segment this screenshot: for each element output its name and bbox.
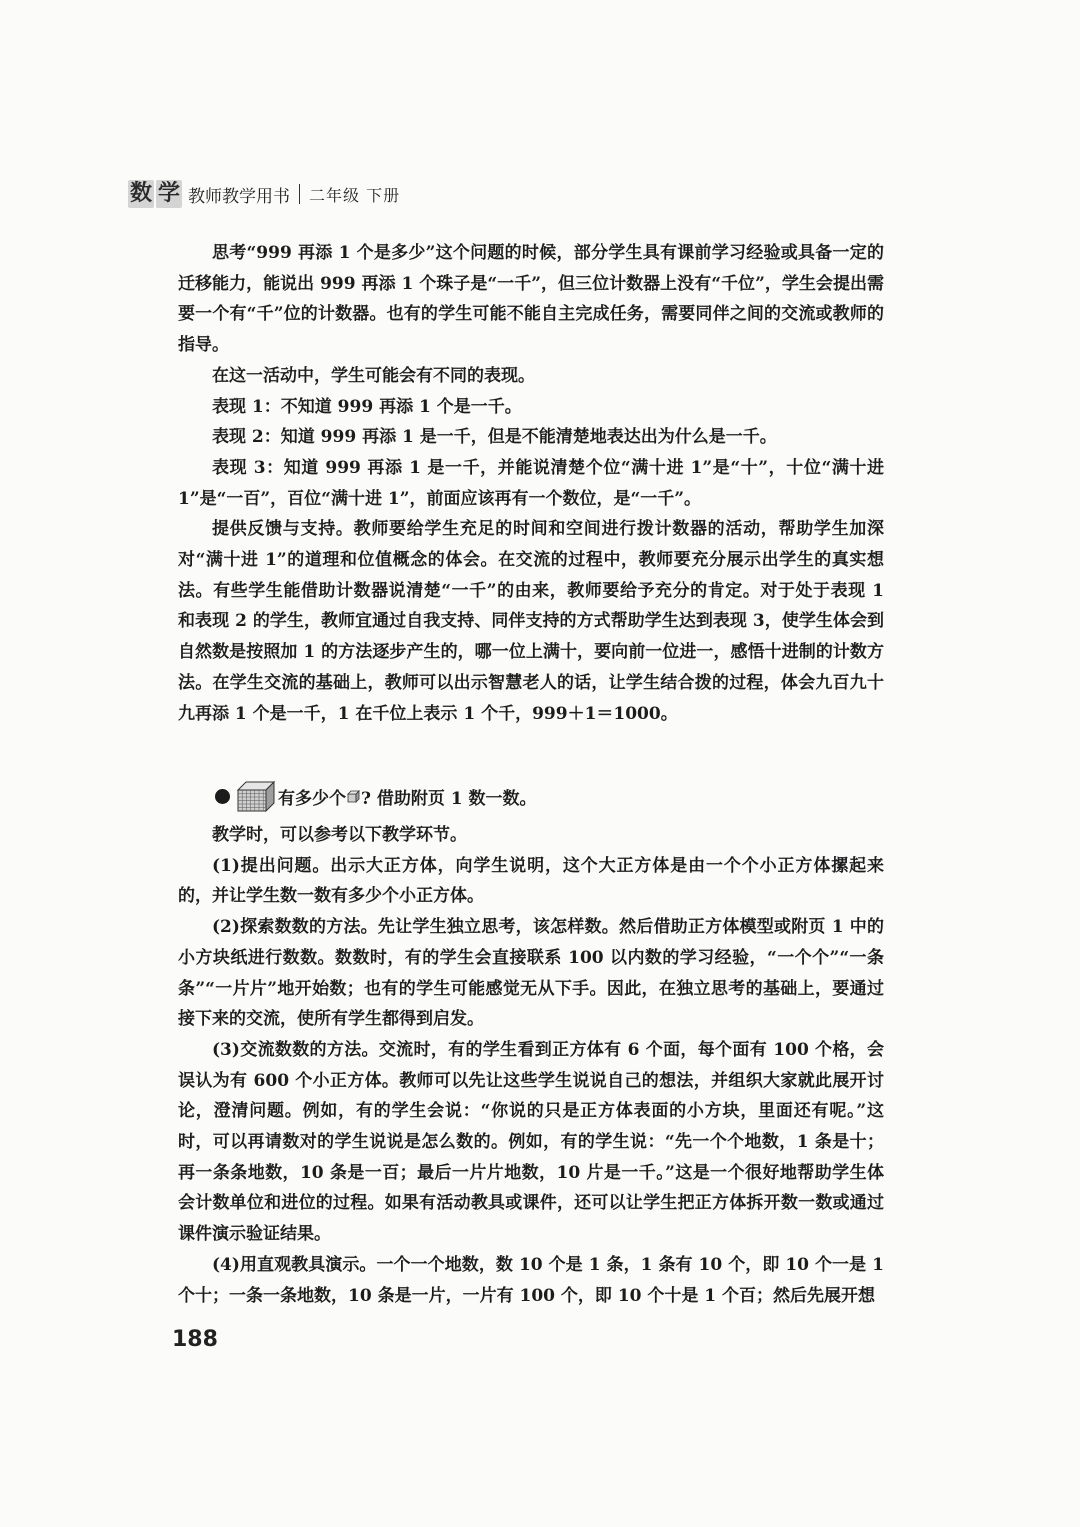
- paragraph: 思考“999 再添 1 个是多少”这个问题的时候，部分学生具有课前学习经验或具备一定的迁移能力，能说出 999 再添 1 个珠子是“一千”，但三位计数器上没有“千位”，学生会提出需要一个有“千”位的计数器。也有的学生可能不能自主完成任务，需要同伴之间的交流或教师的指导。: [178, 243, 884, 356]
- header-divider: [299, 184, 300, 204]
- paragraph: (1)提出问题。出示大正方体，向学生说明，这个大正方体是由一个个小正方体摞起来的，并让学生数一数有多少个小正方体。: [178, 855, 884, 907]
- paragraph: 教学时，可以参考以下教学环节。: [212, 825, 467, 845]
- subject-char: 数: [129, 181, 152, 206]
- section-title-suffix: ? 借助附页 1 数一数。: [361, 788, 537, 809]
- paragraph: 在这一活动中，学生可能会有不同的表现。: [212, 365, 535, 386]
- paragraph: 表现 3：知道 999 再添 1 是一千，并能说清楚个位“满十进 1”是“十”，十位“满十进 1”是“一百”，百位“满十进 1”，前面应该再有一个数位，是“一千”。: [178, 457, 884, 509]
- subject-char: 学: [157, 181, 180, 206]
- paragraph: (4)用直观教具演示。一个一个地数，数 10 个是 1 条，1 条有 10 个，即 10 个一是 1 个十；一条一条地数，10 条是一片，一片有 100 个，即 10 个十是 1 个百；然后先展开想: [178, 1254, 884, 1306]
- page-header: [128, 177, 400, 211]
- paragraph: 表现 1：不知道 999 再添 1 个是一千。: [212, 396, 522, 417]
- section-title-prefix: 有多少个: [278, 788, 346, 809]
- paragraph: 提供反馈与支持。教师要给学生充足的时间和空间进行拨计数器的活动，帮助学生加深对“满十进 1”的道理和位值概念的体会。在交流的过程中，教师要充分展示出学生的真实想法。有些学生能借助计数器说清楚“一千”的由来，教师要给予充分的肯定。对于处于表现 1 和表现 2 的学生，教师宜通过自我支持、同伴支持的方式帮助学生达到表现 3，使学生体会到自然数是按照加 1 的方法逐步产生的，哪一位上满十，要向前一位进一，感悟十进制的计数方法。在学生交流的基础上，教师可以出示智慧老人的话，让学生结合拨的过程，体会九百九十九再添 1 个是一千，1 在千位上表示 1 个千，999＋1＝1000。: [178, 519, 884, 724]
- book-title: 教师教学用书: [188, 186, 290, 207]
- text-block-upper: [178, 238, 884, 729]
- text-block-lower: [178, 820, 884, 1311]
- subject-logo: [128, 180, 182, 208]
- page-number: 188: [172, 1327, 218, 1352]
- paragraph: 表现 2：知道 999 再添 1 是一千，但是不能清楚地表达出为什么是一千。: [212, 427, 777, 448]
- big-cube-icon: [236, 780, 276, 812]
- bullet-icon: [215, 789, 230, 804]
- grade-label: 二年级 下册: [309, 185, 401, 205]
- paragraph: (2)探索数数的方法。先让学生独立思考，该怎样数。然后借助正方体模型或附页 1 中的小方块纸进行数数。数数时，有的学生会直接联系 100 以内数的学习经验，“一个个”“一条条”“一片片”地开始数；也有的学生可能感觉无从下手。因此，在独立思考的基础上，要通过接下来的交流，使所有学生都得到启发。: [178, 917, 884, 1030]
- paragraph: (3)交流数数的方法。交流时，有的学生看到正方体有 6 个面，每个面有 100 个格，会误认为有 600 个小正方体。教师可以先让这些学生说说自己的想法，并组织大家就此展开讨论，澄清问题。例如，有的学生会说：“你说的只是正方体表面的小方块，里面还有呢。”这时，可以再请数对的学生说说是怎么数的。例如，有的学生说：“先一个个地数，1 条是十；再一条条地数，10 条是一百；最后一片片地数，10 片是一千。”这是一个很好地帮助学生体会计数单位和进位的过程。如果有活动教具或课件，还可以让学生把正方体拆开数一数或通过课件演示验证结果。: [178, 1039, 884, 1245]
- small-cube-icon: [347, 790, 360, 803]
- section-heading: [215, 778, 537, 814]
